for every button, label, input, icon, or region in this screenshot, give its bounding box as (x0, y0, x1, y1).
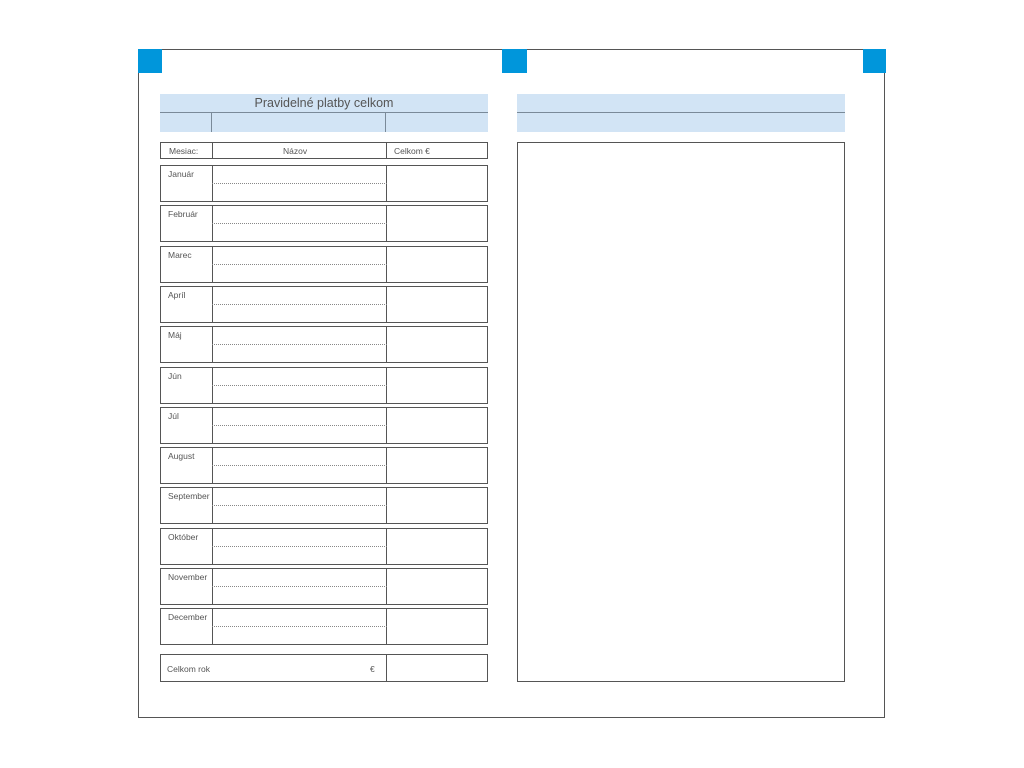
column-header-row (160, 142, 488, 159)
month-label: November (168, 572, 208, 582)
month-label: Júl (168, 410, 179, 421)
column-divider (386, 143, 387, 158)
corner-tab-right (863, 49, 886, 73)
dotted-entry-line (212, 344, 387, 345)
month-row (160, 608, 488, 645)
title-band-top (160, 94, 488, 113)
column-divider (212, 143, 213, 158)
corner-tab-left (138, 49, 162, 73)
month-row (160, 205, 488, 242)
month-row (160, 286, 488, 323)
corner-tab-center (502, 49, 527, 73)
dotted-entry-line (212, 304, 387, 305)
blank-band-top (517, 94, 845, 113)
dotted-entry-line (212, 586, 387, 587)
column-divider (386, 655, 387, 681)
dotted-entry-line (212, 385, 387, 386)
month-label: Jún (168, 370, 182, 381)
dotted-entry-line (212, 465, 387, 466)
month-row (160, 568, 488, 605)
month-label: Máj (168, 330, 182, 341)
month-label: Apríl (168, 289, 186, 300)
band-divider (385, 113, 386, 132)
month-label: Marec (168, 249, 192, 260)
dotted-entry-line (212, 264, 387, 265)
notes-box (517, 142, 845, 682)
column-header-month: Mesiac: (169, 146, 199, 156)
dotted-entry-line (212, 546, 387, 547)
blank-band-bottom (517, 113, 845, 132)
month-row (160, 528, 488, 565)
month-row (160, 447, 488, 484)
dotted-entry-line (212, 505, 387, 506)
title-band (160, 94, 488, 132)
dotted-entry-line (212, 626, 387, 627)
month-label: Február (168, 209, 198, 220)
month-row (160, 326, 488, 363)
dotted-entry-line (212, 183, 387, 184)
month-label: Január (168, 169, 194, 179)
band-divider (211, 113, 212, 132)
column-header-name: Názov (283, 146, 308, 156)
year-total-label: Celkom rok (167, 664, 210, 674)
month-row (160, 407, 488, 444)
dotted-entry-line (212, 223, 387, 224)
month-row (160, 367, 488, 404)
month-row (160, 246, 488, 283)
month-label: December (168, 612, 208, 623)
year-total-row (160, 654, 488, 682)
blank-band (517, 94, 845, 132)
page-title: Pravidelné platby celkom (254, 96, 394, 110)
column-header-total: Celkom € (394, 146, 430, 156)
year-total-currency: € (370, 664, 375, 674)
dotted-entry-line (212, 425, 387, 426)
month-label: September (168, 491, 210, 502)
month-label: August (168, 451, 195, 462)
month-label: Október (168, 531, 199, 542)
month-row (160, 487, 488, 524)
month-row (160, 165, 488, 202)
title-band-bottom (160, 113, 488, 132)
